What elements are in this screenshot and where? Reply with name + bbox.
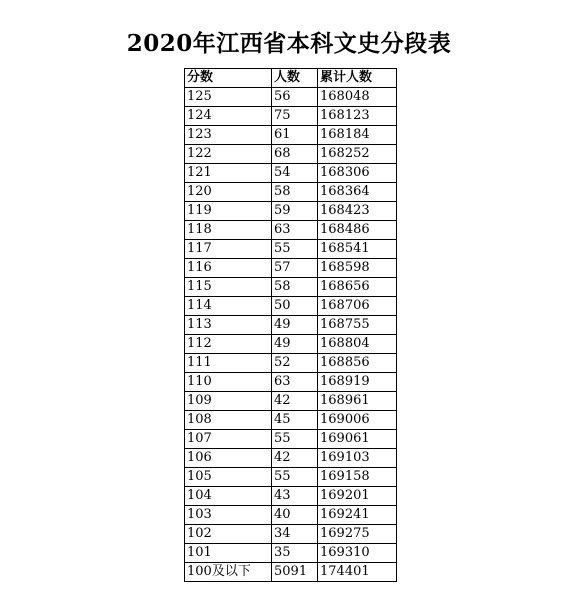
count-cell: 59: [272, 202, 318, 221]
table-row: [185, 126, 397, 145]
table-row: [185, 202, 397, 221]
count-cell: 45: [272, 411, 318, 430]
table-row: [185, 259, 397, 278]
cumulative-cell: 168306: [318, 164, 397, 183]
cumulative-cell: 169275: [318, 525, 397, 544]
count-cell: 56: [272, 88, 318, 107]
score-cell: 116: [185, 259, 272, 278]
score-cell: 111: [185, 354, 272, 373]
cumulative-cell: 169103: [318, 449, 397, 468]
cumulative-cell: 168706: [318, 297, 397, 316]
score-cell: 117: [185, 240, 272, 259]
score-cell: 106: [185, 449, 272, 468]
document-title: 2020年江西省本科文史分段表: [126, 30, 452, 57]
score-cell: 102: [185, 525, 272, 544]
score-cell: 107: [185, 430, 272, 449]
cumulative-cell: 168252: [318, 145, 397, 164]
cumulative-cell: 169310: [318, 544, 397, 563]
count-cell: 55: [272, 430, 318, 449]
table-row: [185, 354, 397, 373]
count-cell: 55: [272, 468, 318, 487]
count-cell: 63: [272, 221, 318, 240]
score-cell: 103: [185, 506, 272, 525]
score-cell: 124: [185, 107, 272, 126]
count-cell: 50: [272, 297, 318, 316]
table-row: [185, 88, 397, 107]
score-cell: 119: [185, 202, 272, 221]
count-cell: 40: [272, 506, 318, 525]
cumulative-cell: 168184: [318, 126, 397, 145]
table-row: [185, 563, 397, 582]
count-cell: 42: [272, 449, 318, 468]
table-body: [185, 88, 397, 582]
header-cumulative: 累计人数: [318, 69, 397, 88]
count-cell: 55: [272, 240, 318, 259]
table-row: [185, 411, 397, 430]
table-row: [185, 278, 397, 297]
count-cell: 5091: [272, 563, 318, 582]
table-row: [185, 221, 397, 240]
cumulative-cell: 169201: [318, 487, 397, 506]
count-cell: 68: [272, 145, 318, 164]
score-cell: 121: [185, 164, 272, 183]
cumulative-cell: 168961: [318, 392, 397, 411]
table-row: [185, 506, 397, 525]
count-cell: 34: [272, 525, 318, 544]
score-cell: 113: [185, 316, 272, 335]
cumulative-cell: 168541: [318, 240, 397, 259]
table-header-row: [185, 69, 397, 88]
score-cell: 125: [185, 88, 272, 107]
score-cell: 110: [185, 373, 272, 392]
count-cell: 61: [272, 126, 318, 145]
table-row: [185, 297, 397, 316]
count-cell: 54: [272, 164, 318, 183]
table-row: [185, 373, 397, 392]
score-cell: 100及以下: [185, 563, 272, 582]
table-row: [185, 164, 397, 183]
count-cell: 58: [272, 278, 318, 297]
cumulative-cell: 168123: [318, 107, 397, 126]
cumulative-cell: 168598: [318, 259, 397, 278]
cumulative-cell: 169006: [318, 411, 397, 430]
score-cell: 115: [185, 278, 272, 297]
score-cell: 114: [185, 297, 272, 316]
cumulative-cell: 169158: [318, 468, 397, 487]
score-cell: 122: [185, 145, 272, 164]
cumulative-cell: 169241: [318, 506, 397, 525]
score-cell: 104: [185, 487, 272, 506]
cumulative-cell: 168048: [318, 88, 397, 107]
score-distribution-table: [184, 68, 397, 582]
cumulative-cell: 174401: [318, 563, 397, 582]
table-row: [185, 392, 397, 411]
cumulative-cell: 168423: [318, 202, 397, 221]
score-cell: 105: [185, 468, 272, 487]
cumulative-cell: 168804: [318, 335, 397, 354]
score-cell: 101: [185, 544, 272, 563]
count-cell: 43: [272, 487, 318, 506]
count-cell: 63: [272, 373, 318, 392]
count-cell: 35: [272, 544, 318, 563]
count-cell: 75: [272, 107, 318, 126]
table-row: [185, 316, 397, 335]
table-row: [185, 449, 397, 468]
score-cell: 123: [185, 126, 272, 145]
table-row: [185, 145, 397, 164]
table-row: [185, 240, 397, 259]
count-cell: 49: [272, 316, 318, 335]
table-row: [185, 335, 397, 354]
table-row: [185, 525, 397, 544]
count-cell: 52: [272, 354, 318, 373]
table-row: [185, 430, 397, 449]
cumulative-cell: 168755: [318, 316, 397, 335]
count-cell: 57: [272, 259, 318, 278]
header-count: 人数: [272, 69, 318, 88]
cumulative-cell: 168656: [318, 278, 397, 297]
header-score: 分数: [185, 69, 272, 88]
cumulative-cell: 168919: [318, 373, 397, 392]
count-cell: 58: [272, 183, 318, 202]
cumulative-cell: 168364: [318, 183, 397, 202]
score-cell: 109: [185, 392, 272, 411]
table-row: [185, 487, 397, 506]
table-row: [185, 183, 397, 202]
table-row: [185, 468, 397, 487]
score-cell: 108: [185, 411, 272, 430]
cumulative-cell: 168856: [318, 354, 397, 373]
cumulative-cell: 168486: [318, 221, 397, 240]
score-cell: 112: [185, 335, 272, 354]
table-row: [185, 544, 397, 563]
cumulative-cell: 169061: [318, 430, 397, 449]
count-cell: 49: [272, 335, 318, 354]
score-cell: 120: [185, 183, 272, 202]
count-cell: 42: [272, 392, 318, 411]
score-cell: 118: [185, 221, 272, 240]
table-row: [185, 107, 397, 126]
